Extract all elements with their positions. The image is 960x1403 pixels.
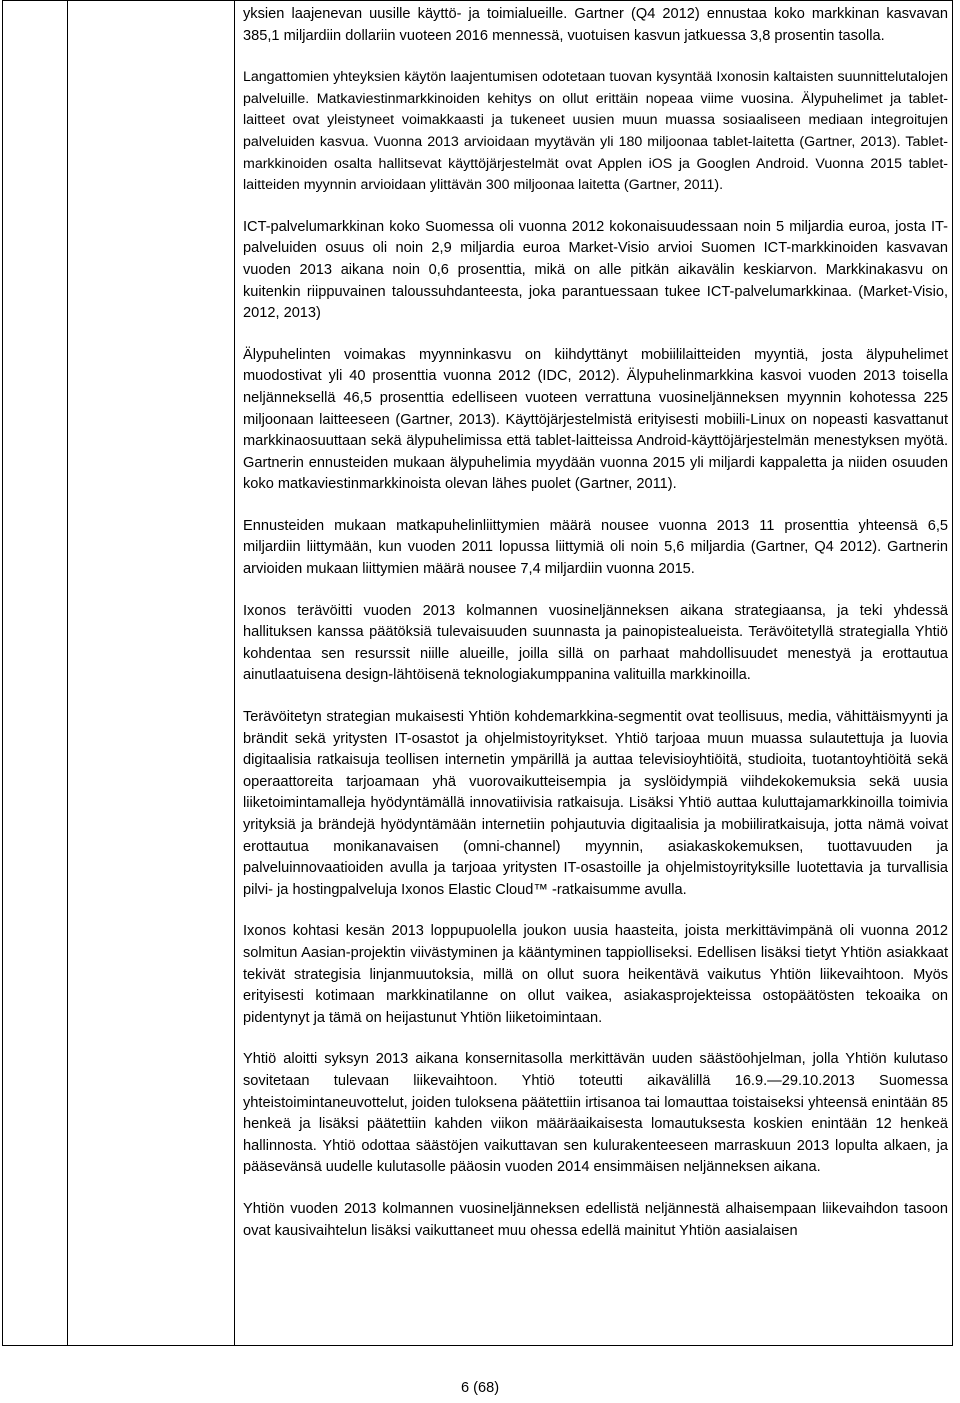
document-body	[243, 4, 948, 1344]
paragraph-wireless-demand: Langattomien yhteyksien käytön laajentumisen odotetaan tuovan kysyntää Ixonosin kaltaisten suunnittelutalojen palveluille. Matkaviestinmarkkinoiden kehitys on ollut erittäin nopeaa viime vuosina. Älypuhelimet ja tablet-laitteet ovat yleistyneet voimakkaasti ja tukeneet uusien muun muassa sosiaaliseen mediaan integroitujen palveluiden kasvua. Vuonna 2013 arvioidaan myytävän yli 180 miljoonaa tablet-laitetta (Gartner, 2013). Tablet-markkinoiden osalta hallitsevat käyttöjärjestelmät ovat Applen iOS ja Googlen Android. Vuonna 2015 tablet-laitteiden myynnin arvioidaan ylittävän 300 miljoonaa laitetta (Gartner, 2011).	[243, 69, 948, 194]
paragraph-savings-program: Yhtiö aloitti syksyn 2013 aikana konsernitasolla merkittävän uuden säästöohjelman, jolla Yhtiön kulutaso sovitetaan tulevaan liikevaihtoon. Yhtiö toteutti aikavälillä 16.9.—29.10.2013 Suomessa yhteistoimintaneuvottelut, joiden tuloksena päätettiin irtisanoa tai lomauttaa toistaiseksi yhteensä enintään 85 henkeä ja lisäksi päätettiin kahden viikon määräaikaisesta lomautuksesta koskien enintään 12 henkeä hallinnosta. Yhtiö odottaa säästöjen vaikuttavan sen kulurakenteeseen marraskuun 2013 lopulta alkaen, ja pääsevänsä uudelle kulutasolle pääosin vuoden 2014 ensimmäisen neljänneksen aikana.	[243, 1051, 948, 1176]
table-column-empty-1	[3, 1, 68, 1345]
page-number: 6 (68)	[460, 1380, 500, 1396]
paragraph-revenue-level: Yhtiön vuoden 2013 kolmannen vuosineljänneksen edellistä neljännestä alhaisempaan liikevaihdon tasoon ovat kausivaihtelun lisäksi vaikuttaneet muu ohessa edellä mainitut Yhtiön aasialaisen	[243, 1200, 948, 1239]
paragraph-subscriptions: Ennusteiden mukaan matkapuhelinliittymien määrä nousee vuonna 2013 11 prosenttia yhteensä 6,5 miljardiin liittymään, kun vuoden 2011 lopussa liittymiä oli noin 5,6 miljardia (Gartner, Q4 2012). Gartnerin arvioiden mukaan liittymien määrä nousee 7,4 miljardiin vuonna 2015.	[243, 517, 948, 578]
paragraph-target-segments: Terävöitetyn strategian mukaisesti Yhtiön kohdemarkkina-segmentit ovat teollisuus, media, vähittäismyynti ja brändit sekä yritysten IT-osastot ja ohjelmistoyritykset. Yhtiö tarjoaa muun muassa sulautettuja ja luovia digitaalisia ratkaisuja teollisen internetin ympärillä ja auttaa televisioyhtiöitä, studioita, tuotantoyhtiöitä sekä operaattoreita tarjoamaan yhä vuorovaikutteisempia ja syslöidympiä viihdekokemuksia sekä uusia liiketoimintamalleja hyödyntämällä innovatiivisia ratkaisuja. Lisäksi Yhtiö auttaa kuluttajamarkkinoilla toimivia yrityksiä ja brändejä hyödyntämään internetiin pohjautuvia digitaalisia ja mobiiliratkaisuja, jotta nämä voivat erottautua monikanavaisen (omni-channel) myynnin, asiakaskokemuksen, tuottavuuden ja palveluinnovaatioiden avulla ja tarjoaa yritysten IT-osastoille ja ohjelmistoyrityksille luotettavia ja turvallisia pilvi- ja hostingpalveluja Ixonos Elastic Cloud™ -ratkaisumme avulla.	[243, 709, 948, 898]
paragraph-strategy: Ixonos terävöitti vuoden 2013 kolmannen vuosineljänneksen aikana strategiaansa, ja teki yhdessä hallituksen kanssa päätöksiä tulevaisuuden suunnasta ja painopistealueista. Terävöitetyllä strategialla Yhtiö kohdentaa sen resurssit niille alueille, joilla sillä on parhaat mahdollisuudet menestyä ja erottautua ainutlaatuisena design-lähtöisenä teknologiakumppanina valituilla markkinoilla.	[243, 602, 948, 684]
table-column-empty-2	[67, 1, 235, 1345]
paragraph-smartphone-growth: Älypuhelinten voimakas myynninkasvu on kiihdyttänyt mobiililaitteiden myyntiä, josta älypuhelimet muodostivat yli 40 prosenttia vuonna 2012 (IDC, 2012). Älypuhelinmarkkina kasvoi vuoden 2013 toisella neljänneksellä 46,5 prosenttia edelliseen vuoteen verrattuna vuosineljänneksen myynnin kohotessa 225 miljoonaan laitteeseen (Gartner, 2013). Käyttöjärjestelmistä erityisesti mobiili-Linux on nopeasti kasvattanut markkinaosuuttaan sekä älypuhelimissa että tablet-laitteissa Android-käyttöjärjestelmän menestyksen myötä. Gartnerin ennusteiden mukaan älypuhelimia myydään vuonna 2015 yli miljardi kappaletta ja niiden osuuden koko matkaviestinmarkkinoista olevan lähes puolet (Gartner, 2011).	[243, 346, 948, 493]
paragraph-ict-market: ICT-palvelumarkkinan koko Suomessa oli vuonna 2012 kokonaisuudessaan noin 5 miljardia euroa, josta IT-palveluiden osuus oli noin 2,9 miljardia euroa Market-Visio arvioi Suomen ICT-markkinoiden kasvavan vuoden 2013 aikana noin 0,6 prosenttia, mikä on alle pitkän aikavälin keskiarvon. Markkinakasvu on kuitenkin riippuvainen taloussuhdanteesta, joka parantuessaan tukee ICT-palvelumarkkinaa. (Market-Visio, 2012, 2013)	[243, 218, 948, 322]
paragraph-challenges: Ixonos kohtasi kesän 2013 loppupuolella joukon uusia haasteita, joista merkittävimpänä oli vuonna 2012 solmitun Aasian-projektin viivästyminen ja kääntyminen tappiolliseksi. Edellisen lisäksi tietyt Yhtiön asiakkaat tekivät strategisia linjanmuutoksia, millä on ollut suora heikentävä vaikutus Yhtiön liikevaihtoon. Myös erityisesti kotimaan markkinatilanne on ollut vaikea, asiakasprojekteissa ostopäätösten tekoaika on pidentynyt ja tämä on heijastunut Yhtiön liiketoimintaan.	[243, 923, 948, 1026]
paragraph-market-forecast: yksien laajenevan uusille käyttö- ja toimialueille. Gartner (Q4 2012) ennustaa koko markkinan kasvavan 385,1 miljardiin dollariin vuoteen 2016 mennessä, vuotuisen kasvun jatkuessa 3,8 prosentin tasolla.	[243, 6, 948, 44]
